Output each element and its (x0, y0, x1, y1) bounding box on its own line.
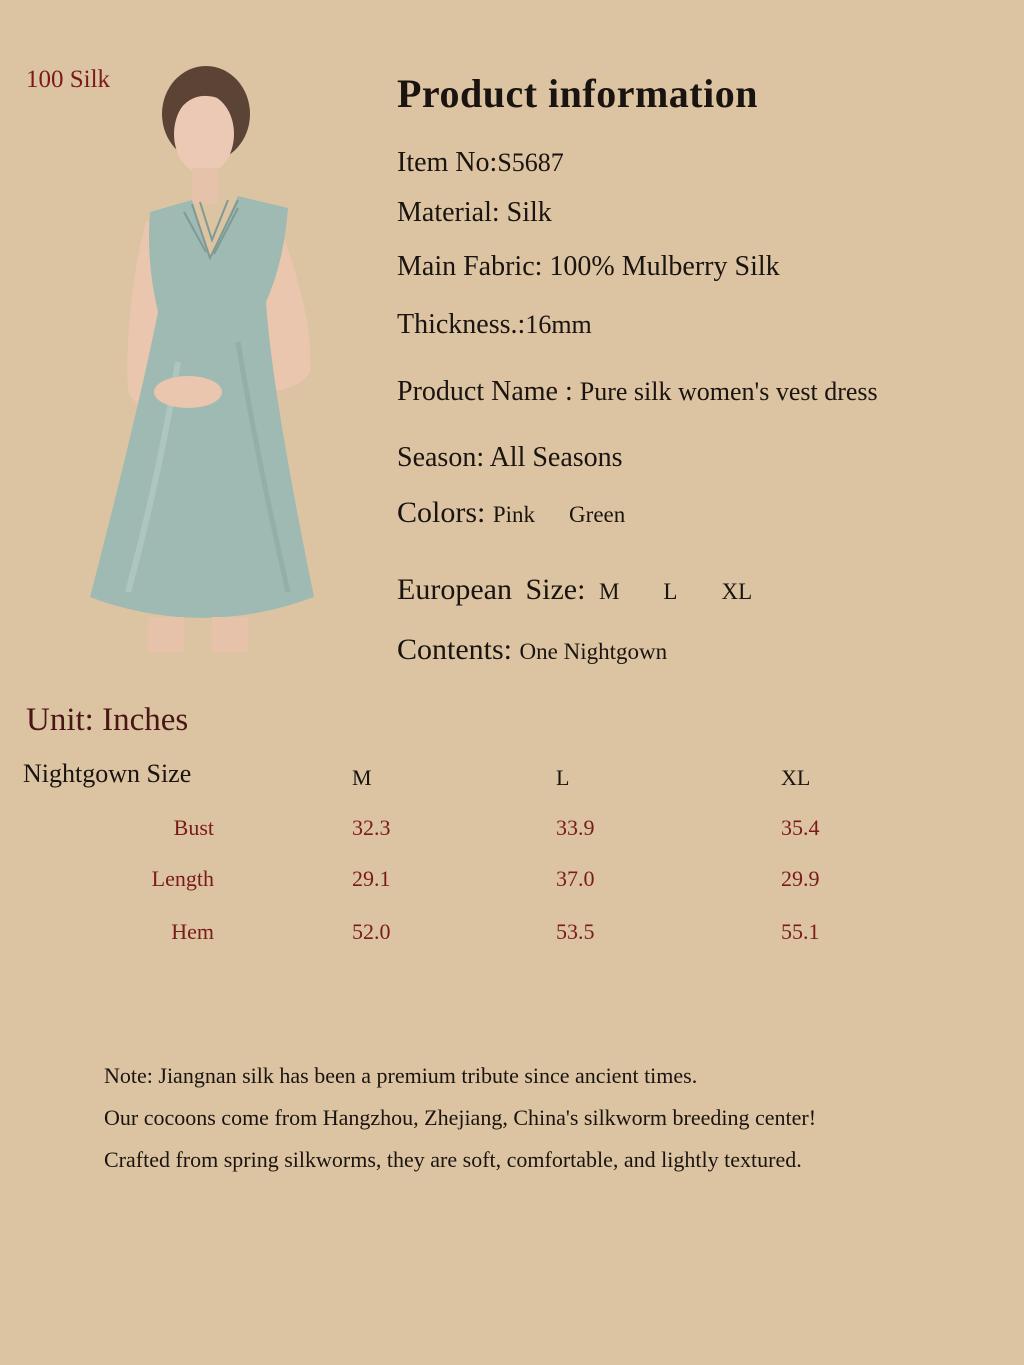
main-fabric-value: 100% Mulberry Silk (549, 251, 780, 282)
length-m: 29.1 (352, 866, 391, 891)
table-row (0, 866, 1024, 906)
hem-xl: 55.1 (781, 919, 820, 944)
thickness-value: 16mm (525, 310, 592, 339)
product-name-line (397, 376, 878, 408)
note-line-2: Our cocoons come from Hangzhou, Zhejiang, China's silkworm breeding center! (104, 1105, 817, 1130)
header-size-xl: XL (781, 765, 811, 790)
row-label-length: Length (151, 866, 214, 891)
contents-line (397, 633, 667, 667)
thickness-line (397, 309, 592, 341)
silk-badge: 100 Silk (26, 66, 111, 93)
size-option-m: M (598, 579, 620, 604)
thickness-label: Thickness.: (397, 309, 526, 340)
material-label: Material: (397, 197, 500, 228)
main-fabric-line (397, 251, 780, 283)
size-option-xl: XL (721, 579, 753, 604)
product-photo (88, 62, 348, 652)
note-block (104, 1055, 816, 1181)
header-size-l: L (556, 765, 570, 790)
material-value: Silk (506, 197, 552, 228)
contents-label: Contents: (397, 633, 513, 666)
bust-xl: 35.4 (781, 815, 820, 840)
color-option-green: Green (569, 502, 626, 527)
item-no-line (397, 147, 564, 179)
bust-m: 32.3 (352, 815, 391, 840)
colors-label: Colors: (397, 496, 486, 529)
material-line (397, 197, 552, 229)
length-xl: 29.9 (781, 866, 820, 891)
table-row (0, 919, 1024, 959)
contents-value: One Nightgown (519, 639, 668, 664)
season-value: All Seasons (489, 442, 623, 473)
table-row (0, 815, 1024, 855)
european-size-label: European Size: (397, 573, 586, 606)
product-name-label: Product Name : (397, 376, 573, 407)
hem-m: 52.0 (352, 919, 391, 944)
bust-l: 33.9 (556, 815, 595, 840)
main-fabric-label: Main Fabric: (397, 251, 543, 282)
note-line-1: Note: Jiangnan silk has been a premium tribute since ancient times. (104, 1063, 698, 1088)
season-line (397, 442, 623, 474)
color-option-pink: Pink (492, 502, 536, 527)
product-info-title: Product information (397, 71, 758, 116)
row-label-hem: Hem (171, 919, 214, 944)
colors-line (397, 496, 625, 530)
size-chart-header-row (0, 759, 1024, 799)
item-no-value: S5687 (497, 148, 564, 177)
product-name-value: Pure silk women's vest dress (579, 377, 878, 406)
row-label-bust: Bust (173, 815, 214, 840)
hem-l: 53.5 (556, 919, 595, 944)
unit-label: Unit: Inches (26, 702, 189, 738)
nightgown-size-label: Nightgown Size (23, 759, 192, 788)
size-option-l: L (663, 579, 678, 604)
header-size-m: M (352, 765, 372, 790)
item-no-label: Item No: (397, 147, 498, 178)
note-line-3: Crafted from spring silkworms, they are soft, comfortable, and lightly textured. (104, 1147, 802, 1172)
length-l: 37.0 (556, 866, 595, 891)
european-size-line (397, 573, 752, 607)
season-label: Season: (397, 442, 485, 473)
